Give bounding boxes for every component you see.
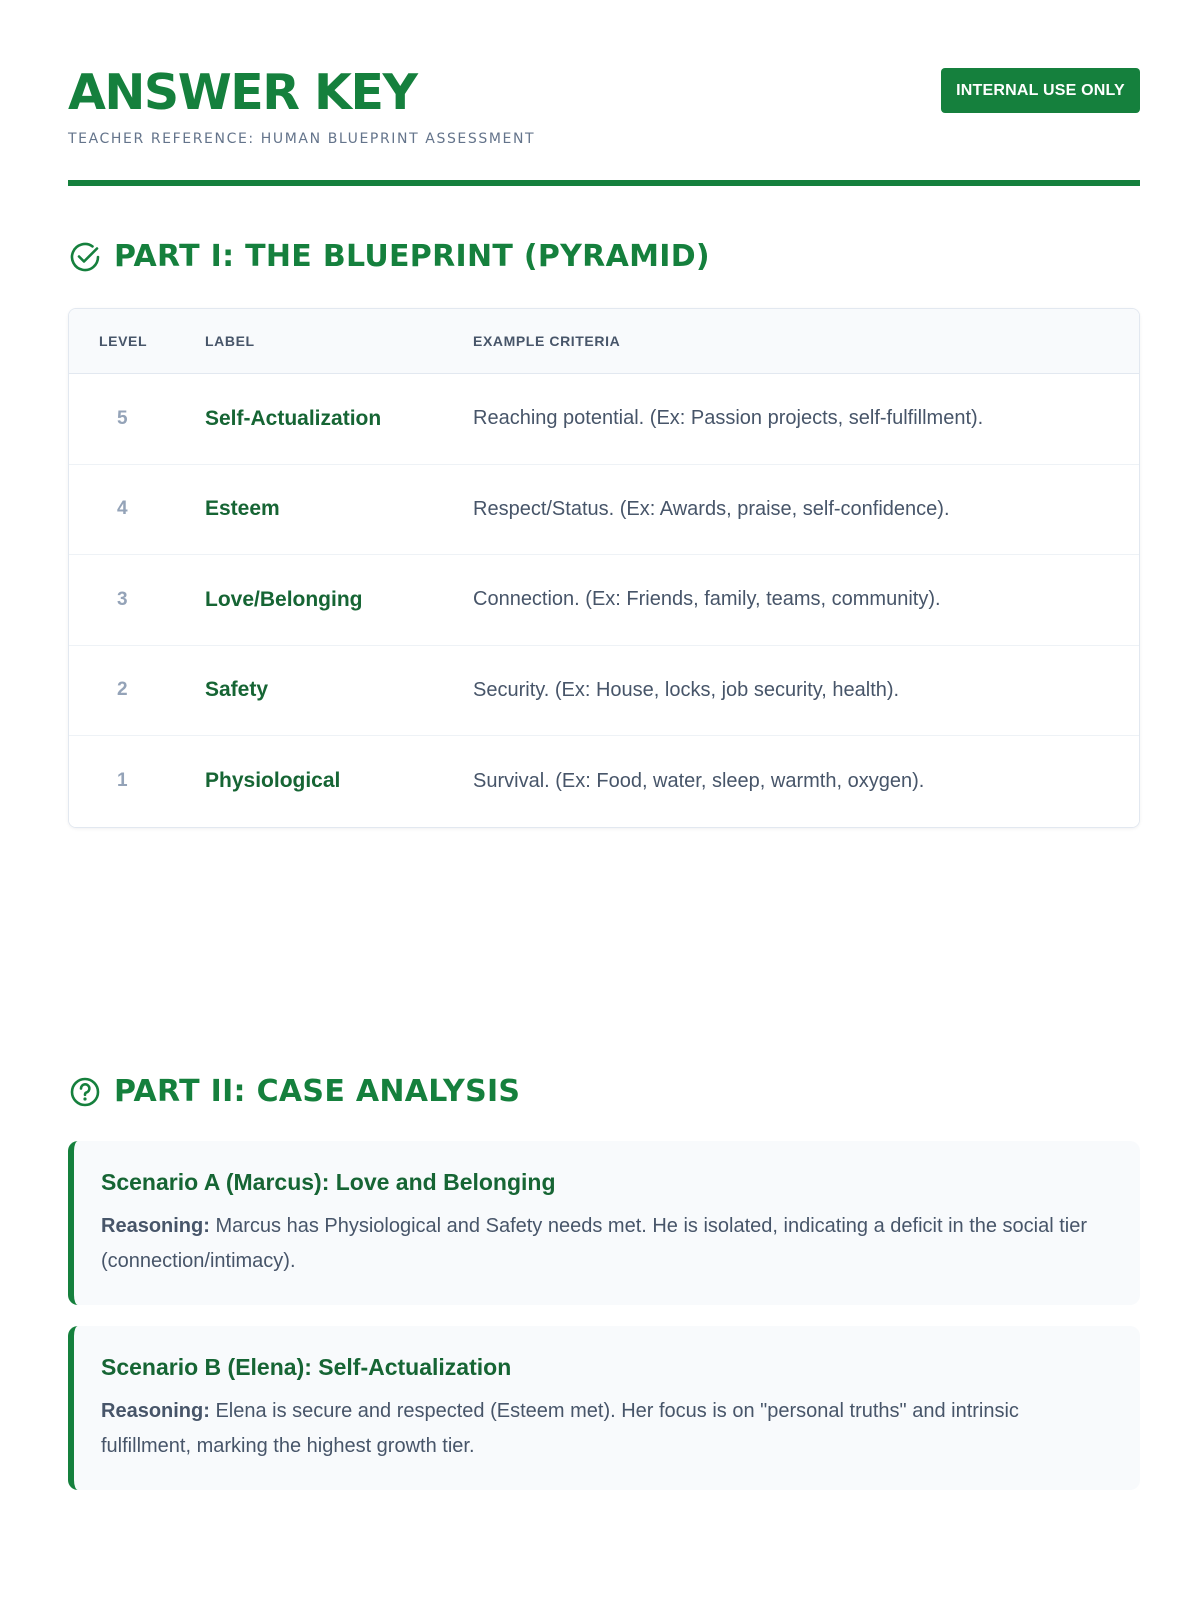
- header-divider: [68, 180, 1140, 186]
- criteria-cell: Reaching potential. (Ex: Passion projects, self-fulfillment).: [473, 407, 984, 430]
- level-cell: 2: [117, 679, 128, 701]
- question-circle-icon: [68, 1075, 102, 1109]
- page-title: ANSWER KEY: [68, 64, 417, 121]
- level-cell: 4: [117, 498, 128, 520]
- level-cell: 3: [117, 588, 128, 610]
- level-cell: 1: [117, 770, 128, 792]
- table-row: [69, 374, 1139, 465]
- header: [68, 0, 1140, 186]
- level-cell: 5: [117, 407, 128, 429]
- case-card-a: [68, 1141, 1140, 1305]
- blueprint-table: [68, 308, 1140, 828]
- label-cell: Physiological: [205, 769, 341, 793]
- case-reasoning: [101, 1209, 1110, 1279]
- part1-title: PART I: THE BLUEPRINT (PYRAMID): [114, 239, 710, 274]
- case-card-b: [68, 1326, 1140, 1490]
- label-cell: Love/Belonging: [205, 587, 363, 611]
- label-cell: Esteem: [205, 497, 280, 521]
- page-subtitle: TEACHER REFERENCE: HUMAN BLUEPRINT ASSESSMENT: [68, 131, 536, 147]
- table-row: [69, 736, 1139, 827]
- case-title: Scenario A (Marcus): Love and Belonging: [101, 1169, 556, 1195]
- criteria-cell: Respect/Status. (Ex: Awards, praise, self-confidence).: [473, 497, 950, 520]
- reasoning-text: Marcus has Physiological and Safety needs met. He is isolated, indicating a deficit in the social tier (connection/intimacy).: [101, 1214, 1088, 1272]
- criteria-cell: Security. (Ex: House, locks, job security, health).: [473, 678, 900, 701]
- case-title: Scenario B (Elena): Self-Actualization: [101, 1354, 512, 1380]
- internal-use-badge: INTERNAL USE ONLY: [941, 68, 1140, 113]
- criteria-cell: Survival. (Ex: Food, water, sleep, warmth, oxygen).: [473, 769, 925, 792]
- part1-heading: [68, 240, 710, 274]
- criteria-cell: Connection. (Ex: Friends, family, teams, community).: [473, 588, 941, 611]
- reasoning-text: Elena is secure and respected (Esteem met). Her focus is on "personal truths" and intrinsic fulfillment, marking the highest growth tier.: [101, 1399, 1019, 1457]
- table-header: [69, 309, 1139, 374]
- label-cell: Self-Actualization: [205, 406, 382, 430]
- answer-key-page: [68, 0, 1140, 1457]
- column-header-criteria: EXAMPLE CRITERIA: [473, 333, 621, 349]
- case-reasoning: [101, 1394, 1110, 1464]
- check-circle-icon: [68, 240, 102, 274]
- table-row: [69, 646, 1139, 737]
- part2-title: PART II: CASE ANALYSIS: [114, 1074, 521, 1109]
- column-header-level: LEVEL: [99, 333, 148, 349]
- part2-heading: [68, 1075, 520, 1109]
- table-row: [69, 465, 1139, 556]
- label-cell: Safety: [205, 678, 269, 702]
- column-header-label: LABEL: [205, 333, 255, 349]
- reasoning-label: Reasoning:: [101, 1214, 210, 1237]
- table-row: [69, 555, 1139, 646]
- reasoning-label: Reasoning:: [101, 1399, 210, 1422]
